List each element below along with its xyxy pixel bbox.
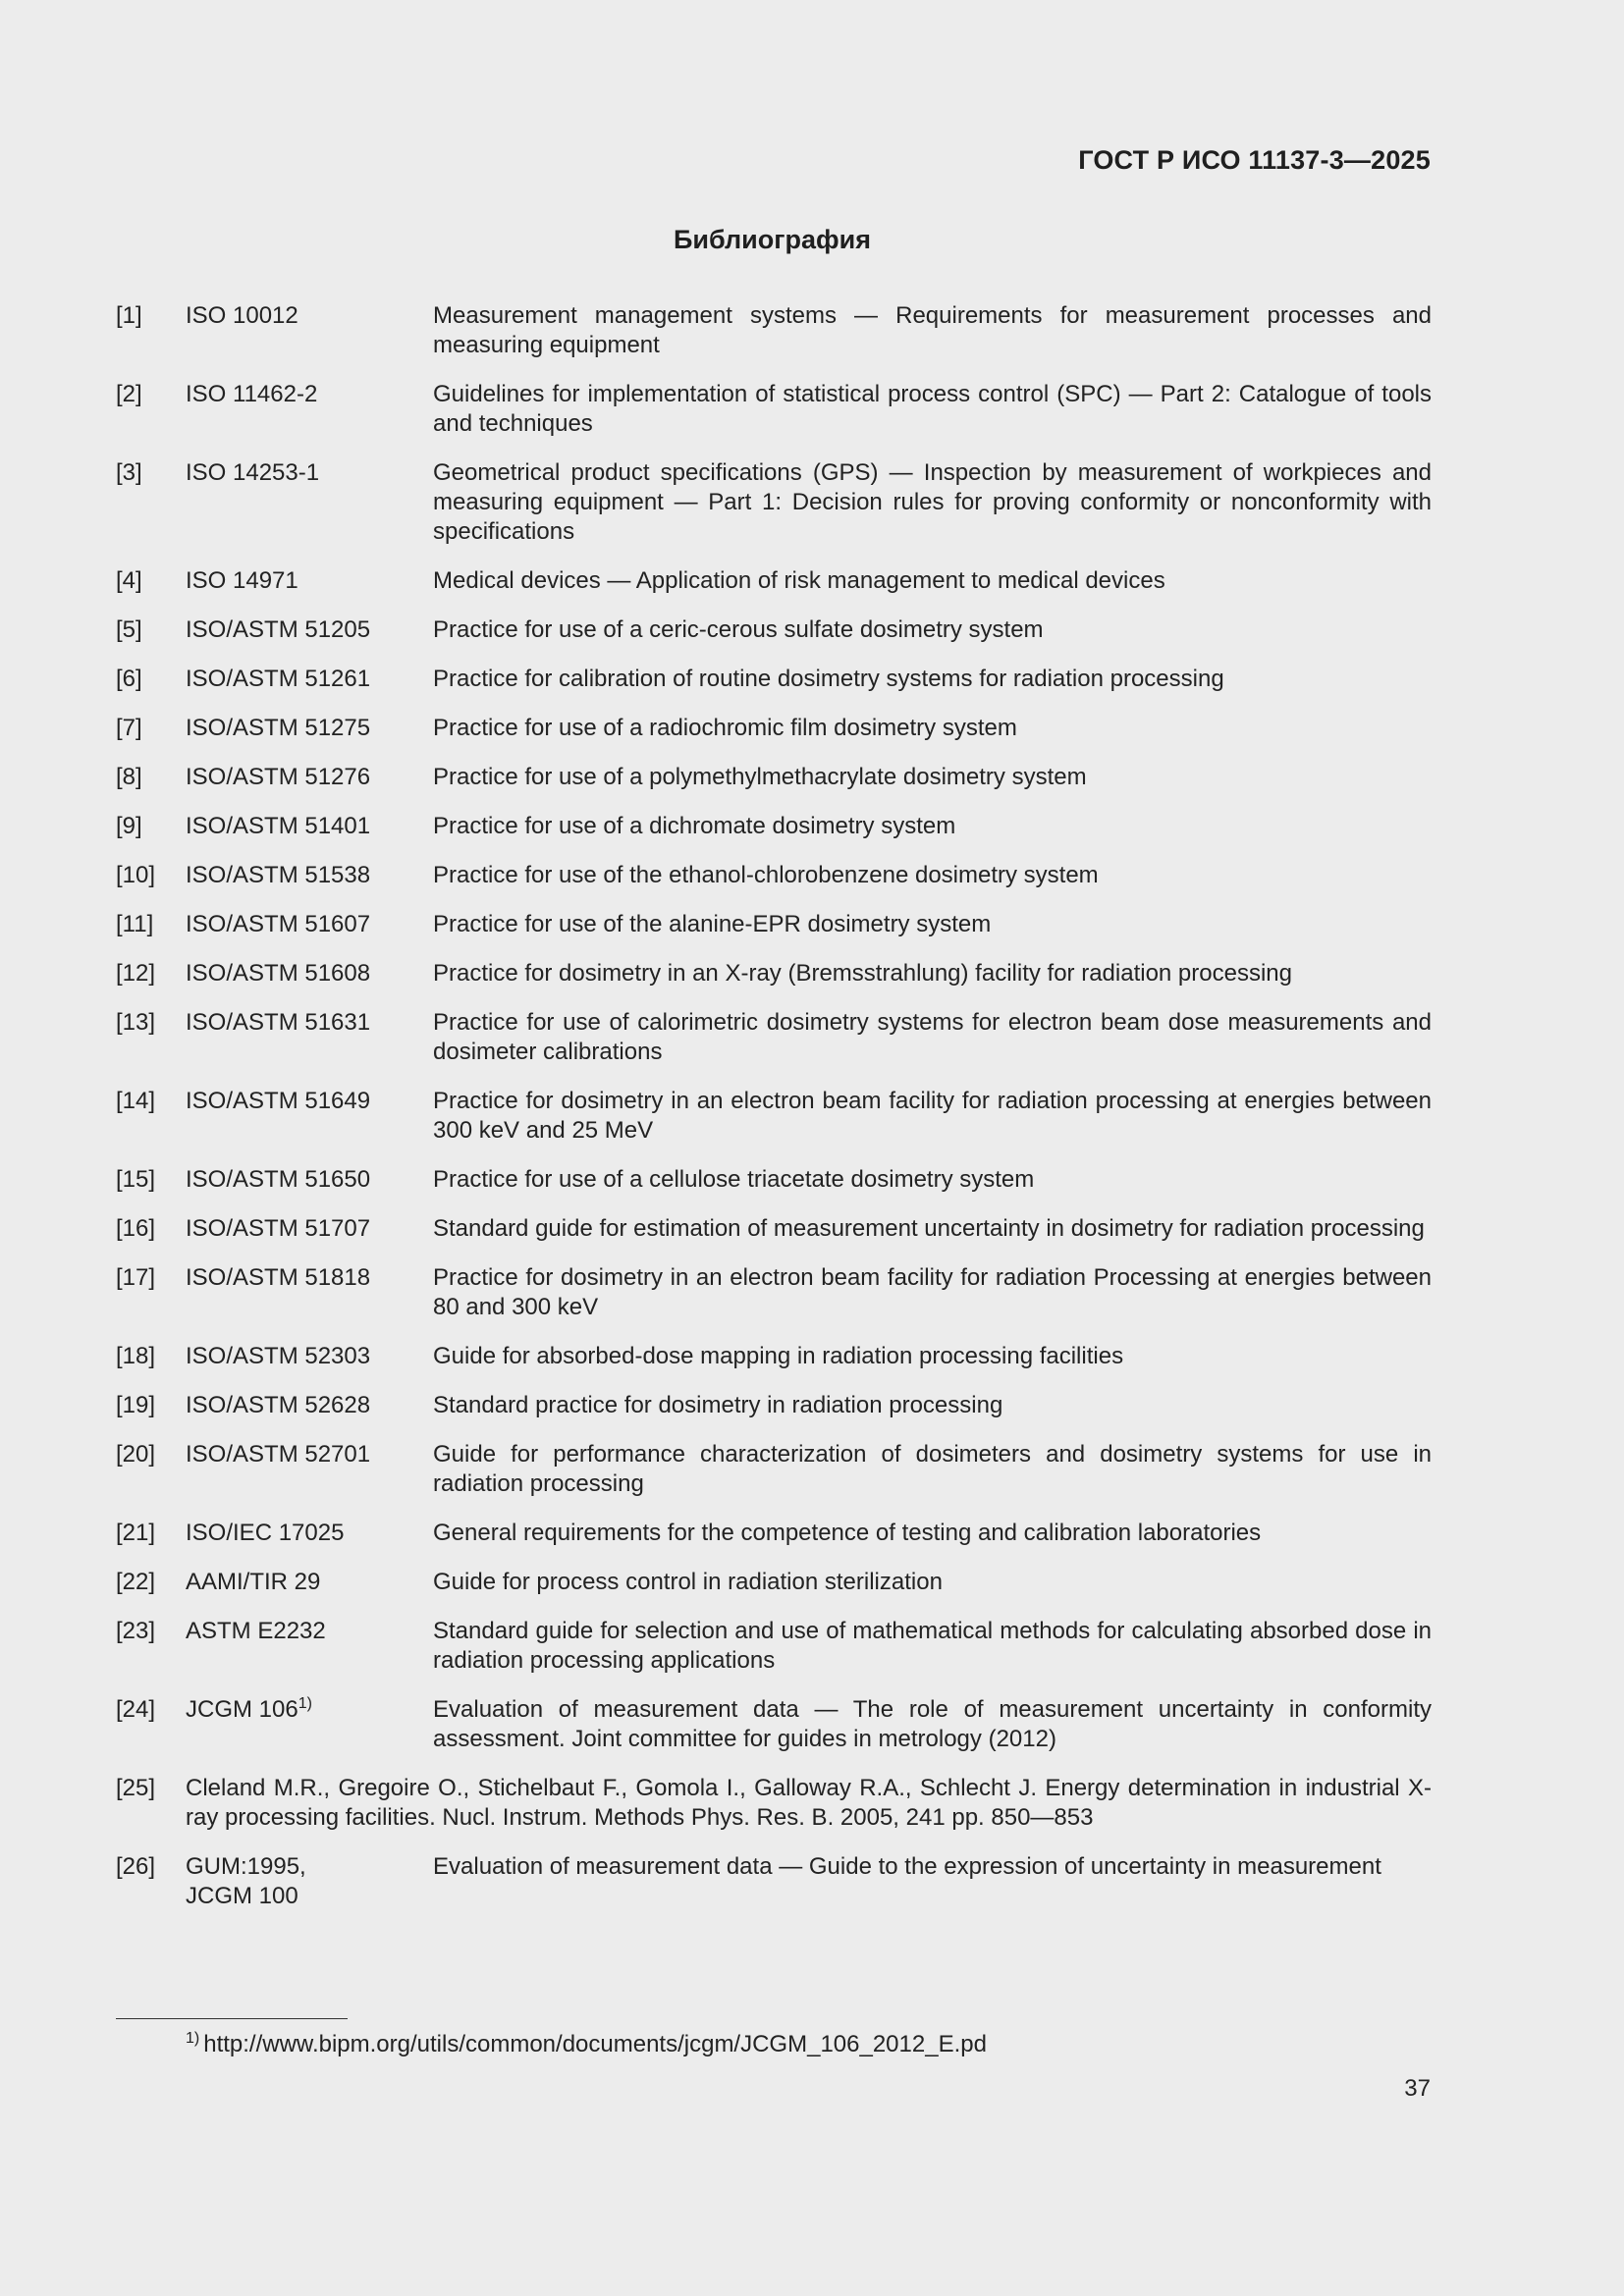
entry-number: [2]: [116, 381, 142, 407]
entry-title: Medical devices — Application of risk management to medical devices: [433, 567, 1165, 594]
footnote-reference: 1): [298, 1695, 312, 1712]
entry-title: Practice for use of a ceric-cerous sulfate dosimetry system: [433, 616, 1044, 643]
entry-number: [10]: [116, 862, 156, 888]
entry-title: Practice for dosimetry in an X-ray (Bremsstrahlung) facility for radiation processing: [433, 960, 1292, 987]
entry-standard-code-text: ISO/ASTM 51608: [186, 960, 371, 987]
entry-standard-code-text: GUM:1995, JCGM 100: [186, 1853, 306, 1909]
entry-number: [18]: [116, 1343, 156, 1369]
entry-full-citation: Cleland M.R., Gregoire O., Stichelbaut F., Gomola I., Galloway R.A., Schlecht J. Energy determination in industrial X-ray processing facilities. Nucl. Instrum. Methods Phys. Res. B. 2005, 241 pp. 850—853: [186, 1775, 1432, 1831]
entry-title: General requirements for the competence of testing and calibration laboratories: [433, 1520, 1262, 1546]
bibliography-entry: [116, 615, 1432, 645]
entry-standard-code-text: ISO/ASTM 51631: [186, 1009, 371, 1036]
bibliography-entry: [116, 1214, 1432, 1244]
bibliography-entry: [116, 1568, 1432, 1597]
entry-title: Guide for absorbed-dose mapping in radiation processing facilities: [433, 1343, 1124, 1369]
entry-number: [25]: [116, 1775, 156, 1801]
bibliography-entry: [116, 1008, 1432, 1067]
entry-title: Practice for dosimetry in an electron beam facility for radiation Processing at energies between 80 and 300 keV: [433, 1264, 1432, 1320]
entry-standard-code: [186, 1695, 433, 1725]
entry-standard-code: [186, 615, 433, 645]
bibliography-entry: [116, 763, 1432, 792]
bibliography-entry: [116, 714, 1432, 743]
entry-standard-code-text: ISO 11462-2: [186, 381, 318, 407]
entry-standard-code: [186, 812, 433, 841]
entry-standard-code-text: AAMI/TIR 29: [186, 1569, 321, 1595]
entry-standard-code-text: ISO 14971: [186, 567, 298, 594]
entry-standard-code: [186, 1617, 433, 1646]
bibliography-entry: [116, 665, 1432, 694]
entry-number: [1]: [116, 302, 142, 329]
entry-standard-code: [186, 458, 433, 488]
entry-title: Standard guide for selection and use of mathematical methods for calculating absorbed dose in radiation processing applications: [433, 1618, 1432, 1674]
entry-standard-code: [186, 301, 433, 331]
bibliography-entry: [116, 1165, 1432, 1195]
entry-standard-code: [186, 1214, 433, 1244]
entry-standard-code-text: ISO/ASTM 51275: [186, 715, 371, 741]
entry-number: [26]: [116, 1853, 156, 1880]
entry-standard-code: [186, 861, 433, 890]
bibliography-entry: [116, 812, 1432, 841]
entry-standard-code: [186, 714, 433, 743]
entry-standard-code-text: ISO/ASTM 52701: [186, 1441, 371, 1468]
entry-title: Measurement management systems — Requirements for measurement processes and measuring equipment: [433, 302, 1432, 358]
footnote-mark: 1): [186, 2030, 200, 2047]
bibliography-entry: [116, 910, 1432, 939]
entry-number: [3]: [116, 459, 142, 486]
bibliography-entry: [116, 959, 1432, 988]
entry-standard-code-text: ISO/ASTM 51401: [186, 813, 371, 839]
entry-standard-code-text: ISO/ASTM 51649: [186, 1088, 371, 1114]
entry-title: Practice for use of the ethanol-chlorobenzene dosimetry system: [433, 862, 1099, 888]
entry-standard-code: [186, 1008, 433, 1038]
document-code: ГОСТ Р ИСО 11137-3—2025: [1078, 145, 1431, 175]
entry-number: [16]: [116, 1215, 156, 1242]
entry-title: Evaluation of measurement data — The role of measurement uncertainty in conformity assessment. Joint committee for guides in metrology (2012): [433, 1696, 1432, 1752]
entry-number: [23]: [116, 1618, 156, 1644]
entry-standard-code: [186, 665, 433, 694]
entry-standard-code-text: ISO/ASTM 51707: [186, 1215, 371, 1242]
page-title: Библиография: [674, 225, 871, 254]
entry-standard-code-text: ISO/ASTM 51538: [186, 862, 371, 888]
entry-title: Standard guide for estimation of measurement uncertainty in dosimetry for radiation processing: [433, 1215, 1425, 1242]
entry-standard-code-text: ISO/ASTM 51276: [186, 764, 371, 790]
bibliography-entry: [116, 566, 1432, 596]
entry-title: Practice for dosimetry in an electron beam facility for radiation processing at energies between 300 keV and 25 MeV: [433, 1088, 1432, 1144]
entry-standard-code-text: ISO/IEC 17025: [186, 1520, 345, 1546]
entry-standard-code: [186, 1440, 433, 1469]
entry-number: [11]: [116, 911, 154, 937]
entry-standard-code-text: ISO 10012: [186, 302, 298, 329]
entry-standard-code: [186, 1568, 433, 1597]
bibliography-entry: [116, 1342, 1432, 1371]
entry-standard-code: [186, 566, 433, 596]
entry-standard-code-text: ASTM E2232: [186, 1618, 326, 1644]
entry-title: Practice for use of the alanine-EPR dosimetry system: [433, 911, 992, 937]
entry-standard-code: [186, 1165, 433, 1195]
entry-standard-code: [186, 1342, 433, 1371]
entry-number: [20]: [116, 1441, 156, 1468]
bibliography-entry: [116, 1852, 1432, 1911]
entry-title: Practice for calibration of routine dosimetry systems for radiation processing: [433, 666, 1224, 692]
bibliography-entry: [116, 301, 1432, 360]
entry-standard-code-text: ISO/ASTM 51261: [186, 666, 371, 692]
bibliography-entry: [116, 1617, 1432, 1676]
entry-standard-code-text: ISO/ASTM 52628: [186, 1392, 371, 1418]
entry-title: Geometrical product specifications (GPS) — Inspection by measurement of workpieces and measuring equipment — Part 1: Decision rules for proving conformity or nonconformity with specifications: [433, 459, 1432, 545]
entry-title: Guide for performance characterization of dosimeters and dosimetry systems for use in radiation processing: [433, 1441, 1432, 1497]
entry-title: Practice for use of a polymethylmethacrylate dosimetry system: [433, 764, 1087, 790]
bibliography-entry: [116, 1695, 1432, 1754]
entry-title: Evaluation of measurement data — Guide to the expression of uncertainty in measurement: [433, 1853, 1381, 1880]
footnote-link[interactable]: http://www.bipm.org/utils/common/documents/jcgm/JCGM_106_2012_E.pd: [203, 2031, 987, 2057]
entry-number: [6]: [116, 666, 142, 692]
entry-standard-code: [186, 1263, 433, 1293]
entry-number: [7]: [116, 715, 142, 741]
entry-title: Practice for use of a radiochromic film dosimetry system: [433, 715, 1017, 741]
entry-standard-code: [186, 959, 433, 988]
entry-title: Practice for use of calorimetric dosimetry systems for electron beam dose measurements and dosimeter calibrations: [433, 1009, 1432, 1065]
entry-number: [13]: [116, 1009, 156, 1036]
footnote: [186, 2030, 987, 2059]
entry-number: [21]: [116, 1520, 156, 1546]
bibliography-entry: [116, 458, 1432, 547]
entry-number: [15]: [116, 1166, 156, 1193]
entry-number: [4]: [116, 567, 142, 594]
page-number: 37: [1404, 2075, 1431, 2102]
bibliography-entry: [116, 1391, 1432, 1420]
entry-standard-code-text: ISO/ASTM 51205: [186, 616, 371, 643]
footnote-divider: [116, 2018, 348, 2019]
entry-title: Guidelines for implementation of statistical process control (SPC) — Part 2: Catalogue of tools and techniques: [433, 381, 1432, 437]
entry-number: [9]: [116, 813, 142, 839]
entry-standard-code-text: ISO 14253-1: [186, 459, 320, 486]
bibliography-list: [116, 301, 1432, 1911]
entry-title: Standard practice for dosimetry in radiation processing: [433, 1392, 1003, 1418]
entry-number: [12]: [116, 960, 156, 987]
entry-title: Practice for use of a cellulose triacetate dosimetry system: [433, 1166, 1035, 1193]
entry-title: Guide for process control in radiation sterilization: [433, 1569, 943, 1595]
entry-standard-code-text: ISO/ASTM 51650: [186, 1166, 371, 1193]
entry-standard-code: [186, 763, 433, 792]
bibliography-entry: [116, 1774, 1432, 1833]
entry-standard-code: [186, 380, 433, 409]
entry-title: Practice for use of a dichromate dosimetry system: [433, 813, 956, 839]
entry-standard-code: [186, 910, 433, 939]
entry-number: [14]: [116, 1088, 156, 1114]
entry-standard-code: [186, 1519, 433, 1548]
entry-standard-code: [186, 1391, 433, 1420]
entry-standard-code-text: JCGM 106: [186, 1696, 298, 1723]
bibliography-entry: [116, 1519, 1432, 1548]
entry-number: [17]: [116, 1264, 156, 1291]
entry-standard-code-text: ISO/ASTM 52303: [186, 1343, 371, 1369]
bibliography-entry: [116, 861, 1432, 890]
bibliography-entry: [116, 380, 1432, 439]
entry-standard-code: [186, 1087, 433, 1116]
entry-number: [24]: [116, 1696, 156, 1723]
entry-number: [19]: [116, 1392, 156, 1418]
bibliography-entry: [116, 1087, 1432, 1146]
entry-number: [22]: [116, 1569, 156, 1595]
entry-standard-code-text: ISO/ASTM 51607: [186, 911, 371, 937]
entry-standard-code: [186, 1852, 433, 1911]
entry-standard-code-text: ISO/ASTM 51818: [186, 1264, 371, 1291]
bibliography-entry: [116, 1263, 1432, 1322]
bibliography-entry: [116, 1440, 1432, 1499]
entry-number: [5]: [116, 616, 142, 643]
entry-number: [8]: [116, 764, 142, 790]
